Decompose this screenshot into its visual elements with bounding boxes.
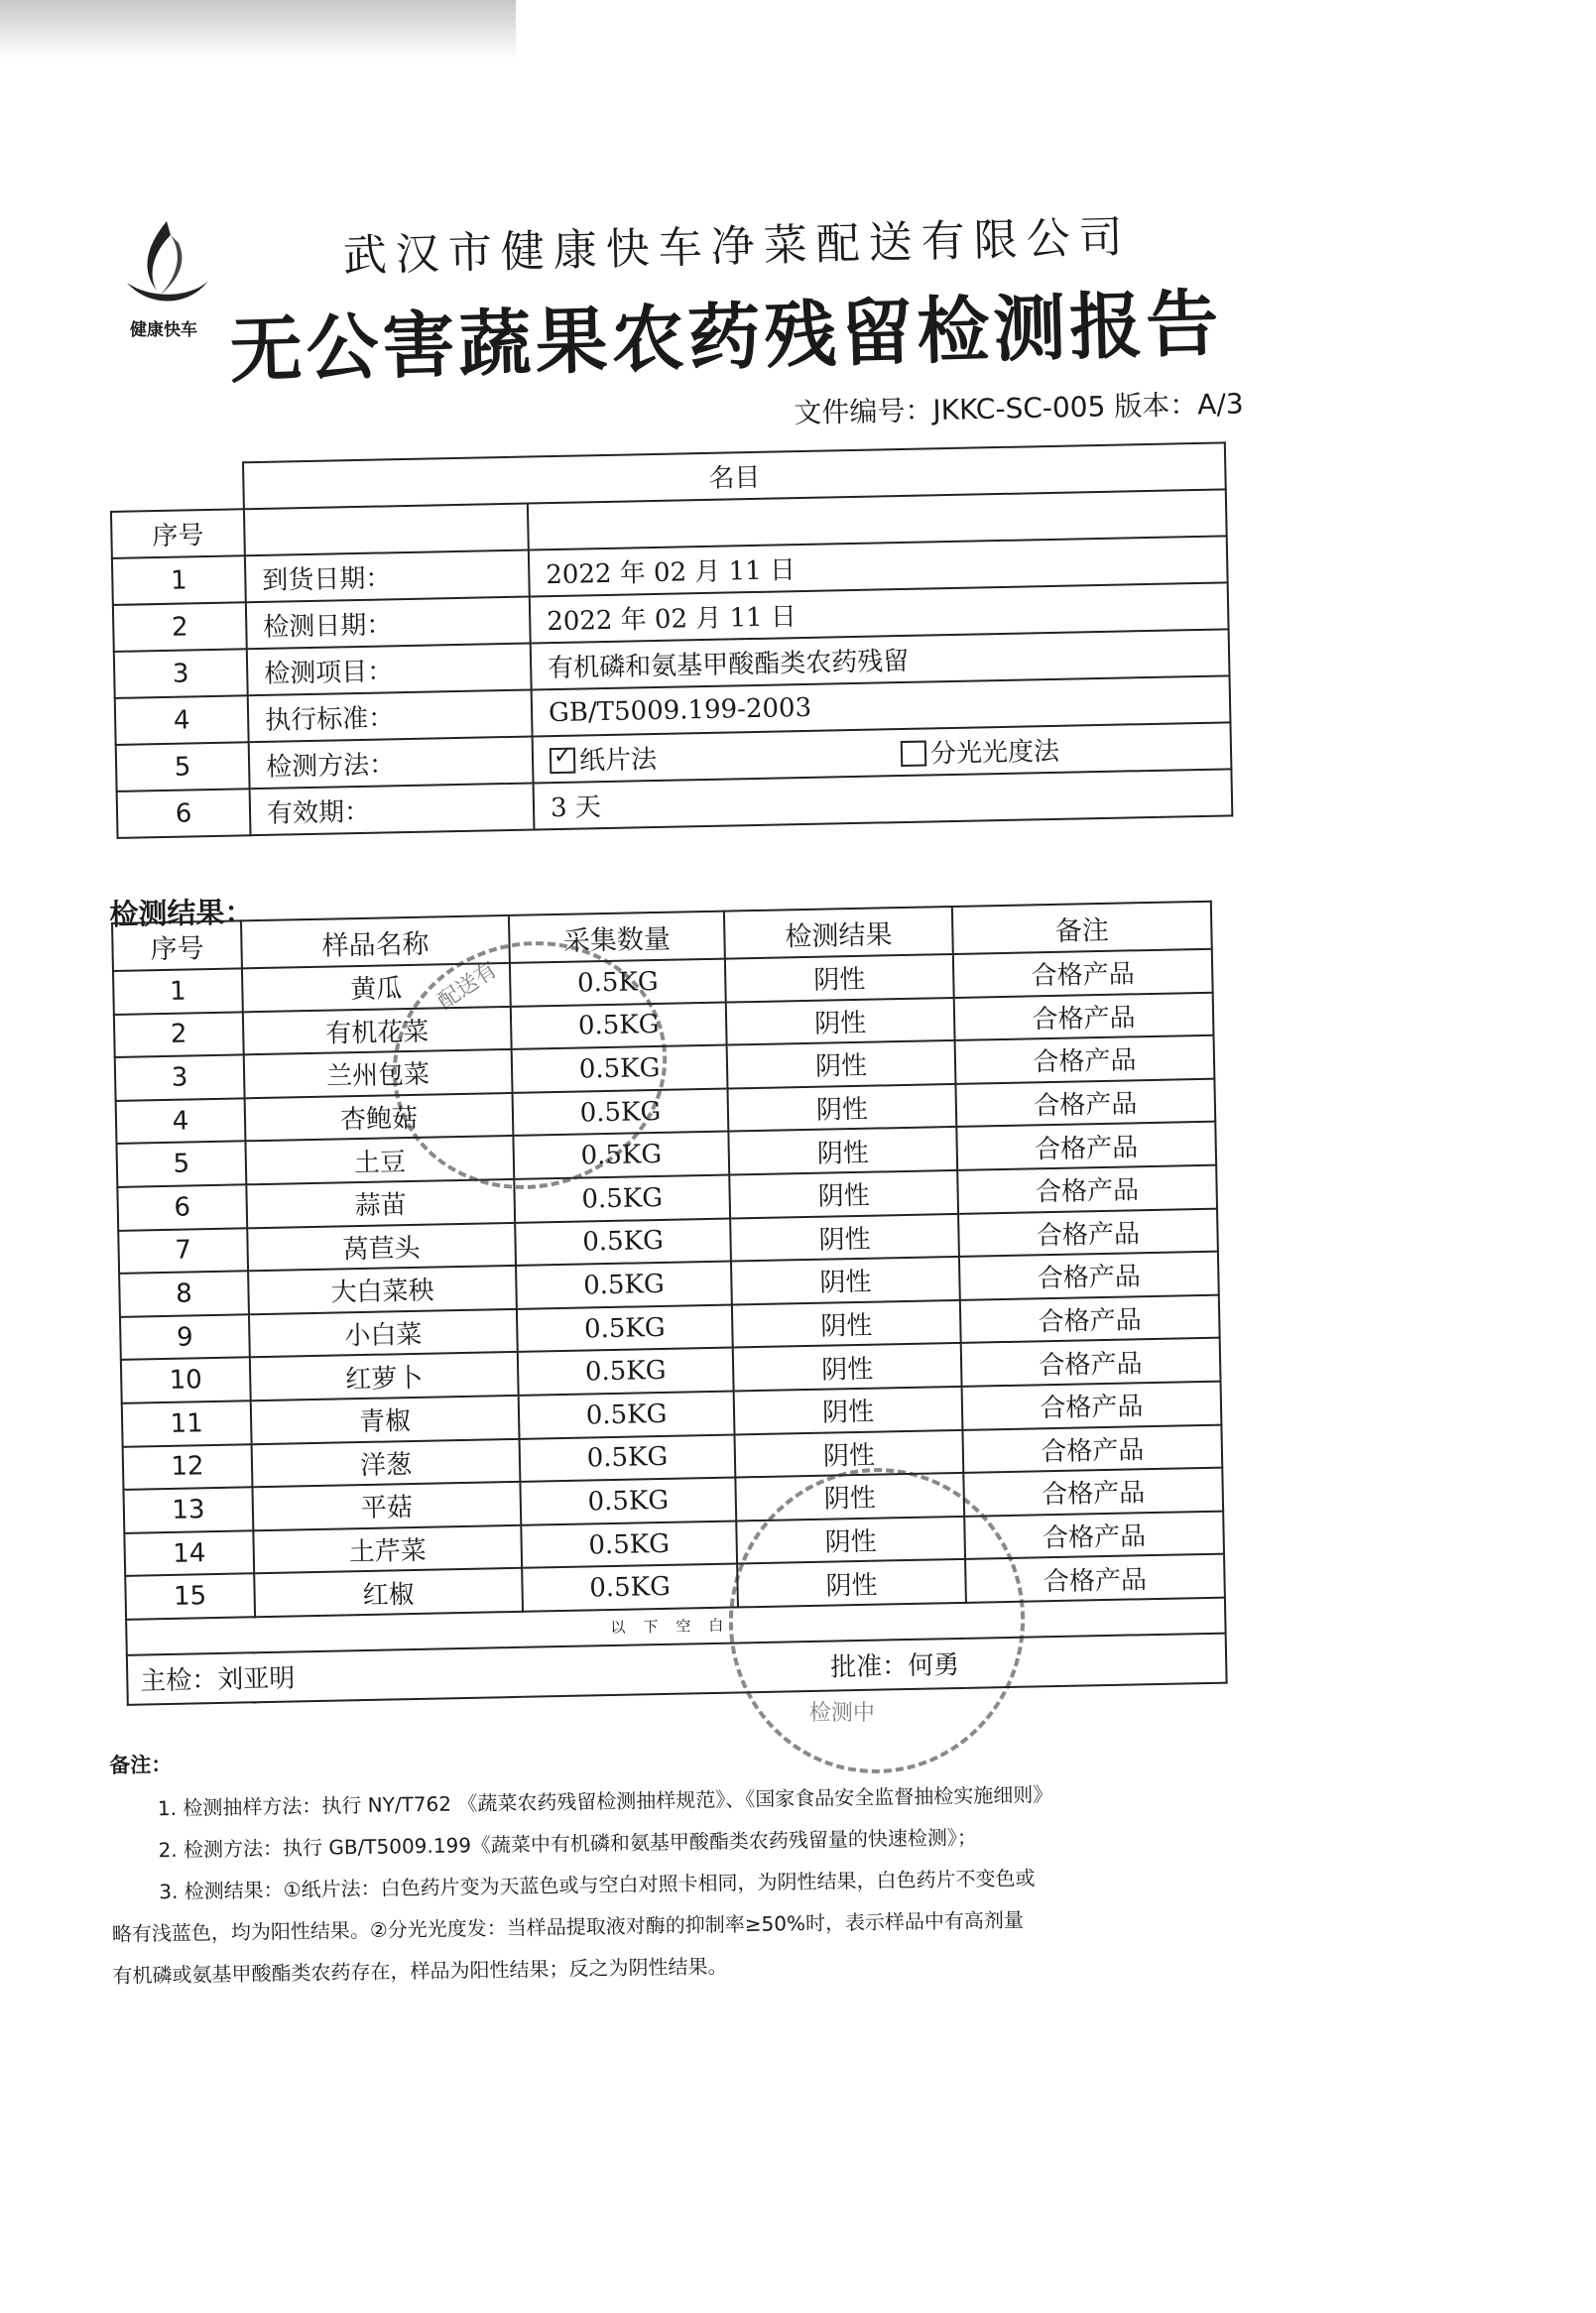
result-note: 合格产品 — [955, 1078, 1215, 1127]
row-num: 12 — [123, 1444, 253, 1490]
sample-name: 青椒 — [251, 1396, 520, 1444]
info-label: 执行标准： — [248, 690, 533, 743]
results-label: 检测结果： — [109, 895, 254, 931]
note-line-3b: 略有浅蓝色，均为阳性结果。②分光光度发：当样品提取液对酶的抑制率≥50%时，表示样品中有高剂量 — [111, 1907, 1025, 1946]
test-result: 阴性 — [734, 1429, 963, 1477]
info-label: 检测日期： — [246, 597, 531, 650]
info-num: 3 — [114, 649, 248, 698]
header-sample-name: 样品名称 — [241, 915, 510, 968]
row-num: 7 — [118, 1228, 248, 1274]
info-label: 检测项目： — [247, 644, 532, 696]
sample-name: 红萝卜 — [250, 1352, 519, 1400]
test-result: 阴性 — [735, 1473, 964, 1521]
info-header-name: 名目 — [243, 442, 1226, 509]
sample-name: 黄瓜 — [242, 963, 511, 1012]
notes-section — [109, 1733, 1264, 2003]
row-num: 11 — [122, 1400, 252, 1446]
company-seal-stamp: 配送有 — [366, 913, 693, 1218]
info-num: 1 — [112, 555, 246, 605]
row-num: 9 — [120, 1314, 250, 1360]
sample-name: 杏鲍菇 — [245, 1093, 514, 1142]
approver: 批准：何勇 — [829, 1650, 960, 1683]
paper-method-label: 纸片法 — [578, 744, 658, 777]
note-line-2: 2. 检测方法：执行 GB/T5009.199《蔬菜中有机磷和氨基甲酸酯类农药残留量的快速检测》； — [158, 1825, 978, 1863]
notes-title: 备注： — [109, 1753, 173, 1777]
inspector: 主检：刘亚明 — [140, 1663, 296, 1697]
test-result: 阴性 — [730, 1213, 959, 1261]
sample-quantity: 0.5KG — [520, 1478, 736, 1525]
header-num: 序号 — [112, 920, 242, 971]
row-num: 10 — [121, 1358, 251, 1403]
row-num: 14 — [124, 1530, 254, 1576]
row-num: 13 — [123, 1487, 253, 1532]
sample-quantity: 0.5KG — [518, 1348, 734, 1396]
test-result: 阴性 — [732, 1300, 961, 1348]
info-value: 有机磷和氨基甲酸酯类农药残留 — [531, 629, 1230, 689]
sample-name: 大白菜秧 — [248, 1266, 517, 1314]
result-note: 合格产品 — [961, 1338, 1221, 1387]
header-quantity: 采集数量 — [509, 912, 725, 963]
sample-quantity: 0.5KG — [513, 1132, 729, 1179]
result-note: 合格产品 — [953, 949, 1213, 998]
sample-name: 红椒 — [254, 1568, 523, 1617]
note-line-1: 1. 检测抽样方法：执行 NY/T762 《蔬菜农药残留检测抽样规范》、《国家食品安全监督抽检实施细则》 — [157, 1782, 1053, 1821]
result-note: 合格产品 — [956, 1122, 1216, 1170]
sample-quantity: 0.5KG — [512, 1045, 728, 1093]
test-result: 阴性 — [734, 1387, 963, 1434]
info-num: 5 — [116, 742, 250, 791]
info-value: 2022 年 02 月 11 日 — [529, 536, 1228, 596]
info-num: 6 — [117, 789, 251, 838]
row-num: 4 — [116, 1098, 246, 1144]
result-note: 合格产品 — [954, 992, 1214, 1040]
blank-note: 以下空白 — [126, 1598, 1225, 1655]
sample-name: 土芹菜 — [253, 1525, 522, 1574]
test-result: 阴性 — [727, 1040, 956, 1088]
sample-quantity: 0.5KG — [516, 1262, 732, 1309]
result-note: 合格产品 — [962, 1424, 1222, 1473]
sample-name: 洋葱 — [252, 1438, 521, 1487]
inspection-seal-stamp: 检测中 — [709, 1449, 1044, 1792]
info-table — [109, 441, 1233, 839]
document-number: 文件编号：JKKC-SC-005 版本：A/3 — [794, 387, 1244, 429]
checkbox-spectro-method — [901, 741, 927, 768]
company-name: 武汉市健康快车净菜配送有限公司 — [342, 211, 1133, 282]
sample-name: 土豆 — [245, 1136, 514, 1184]
row-num: 6 — [117, 1184, 247, 1230]
report-title: 无公害蔬果农药残留检测报告 — [228, 281, 1224, 394]
info-num: 4 — [115, 695, 249, 745]
test-result: 阴性 — [729, 1170, 958, 1218]
sample-name: 蒜苗 — [246, 1179, 515, 1228]
sample-name: 小白菜 — [249, 1309, 518, 1358]
test-result: 阴性 — [736, 1517, 965, 1564]
info-value: 3 天 — [534, 769, 1233, 829]
result-note: 合格产品 — [959, 1252, 1219, 1300]
info-num: 2 — [113, 602, 247, 652]
results-table — [111, 901, 1228, 1706]
result-note: 合格产品 — [955, 1035, 1215, 1084]
row-num: 5 — [116, 1142, 246, 1187]
info-label: 有效期： — [250, 783, 535, 835]
sample-quantity: 0.5KG — [520, 1434, 736, 1482]
test-result: 阴性 — [737, 1559, 966, 1607]
sample-quantity: 0.5KG — [513, 1088, 729, 1136]
checkbox-paper-method — [550, 748, 576, 775]
row-num: 1 — [113, 968, 243, 1014]
header-result: 检测结果 — [724, 907, 953, 959]
result-note: 合格产品 — [963, 1468, 1223, 1517]
result-note: 合格产品 — [957, 1165, 1217, 1214]
sample-quantity: 0.5KG — [510, 959, 726, 1007]
row-num: 2 — [114, 1012, 244, 1057]
result-note: 合格产品 — [962, 1382, 1222, 1430]
sample-name: 莴苣头 — [247, 1222, 516, 1271]
sample-quantity: 0.5KG — [511, 1002, 727, 1049]
info-label: 到货日期： — [245, 550, 530, 603]
logo-text: 健康快车 — [130, 320, 197, 340]
info-label: 检测方法： — [249, 736, 534, 789]
note-line-3c: 有机磷或氨基甲酸酯类农药存在，样品为阳性结果；反之为阴性结果。 — [112, 1954, 728, 1988]
test-result: 阴性 — [725, 954, 954, 1002]
note-line-3a: 3. 检测结果：①纸片法：白色药片变为天蓝色或与空白对照卡相同，为阴性结果，白色药片不变色或 — [159, 1866, 1036, 1904]
row-num: 15 — [125, 1574, 255, 1620]
scan-shadow — [0, 0, 516, 60]
info-value: 2022 年 02 月 11 日 — [530, 582, 1229, 643]
company-logo — [109, 213, 218, 332]
test-result: 阴性 — [733, 1343, 962, 1391]
result-note: 合格产品 — [965, 1554, 1225, 1603]
sample-quantity: 0.5KG — [519, 1391, 735, 1438]
row-num: 3 — [115, 1055, 245, 1101]
sample-quantity: 0.5KG — [515, 1218, 731, 1266]
sample-quantity: 0.5KG — [517, 1304, 733, 1352]
sample-quantity: 0.5KG — [522, 1564, 738, 1612]
sample-name: 有机花菜 — [243, 1007, 512, 1055]
header-note: 备注 — [952, 902, 1212, 954]
sample-name: 平菇 — [252, 1482, 521, 1530]
sample-quantity: 0.5KG — [514, 1175, 730, 1223]
test-result: 阴性 — [731, 1257, 960, 1304]
test-result: 阴性 — [726, 998, 955, 1045]
test-result: 阴性 — [727, 1084, 956, 1132]
row-num: 8 — [119, 1271, 249, 1316]
spectro-method-label: 分光光度法 — [929, 736, 1060, 770]
info-header-num: 序号 — [111, 509, 245, 558]
info-value: GB/T5009.199-2003 — [532, 675, 1231, 736]
result-note: 合格产品 — [958, 1208, 1218, 1257]
sample-name: 兰州包菜 — [244, 1049, 513, 1098]
result-note: 合格产品 — [960, 1294, 1220, 1343]
result-note: 合格产品 — [964, 1511, 1224, 1559]
test-result: 阴性 — [728, 1127, 957, 1174]
sample-quantity: 0.5KG — [521, 1521, 737, 1568]
